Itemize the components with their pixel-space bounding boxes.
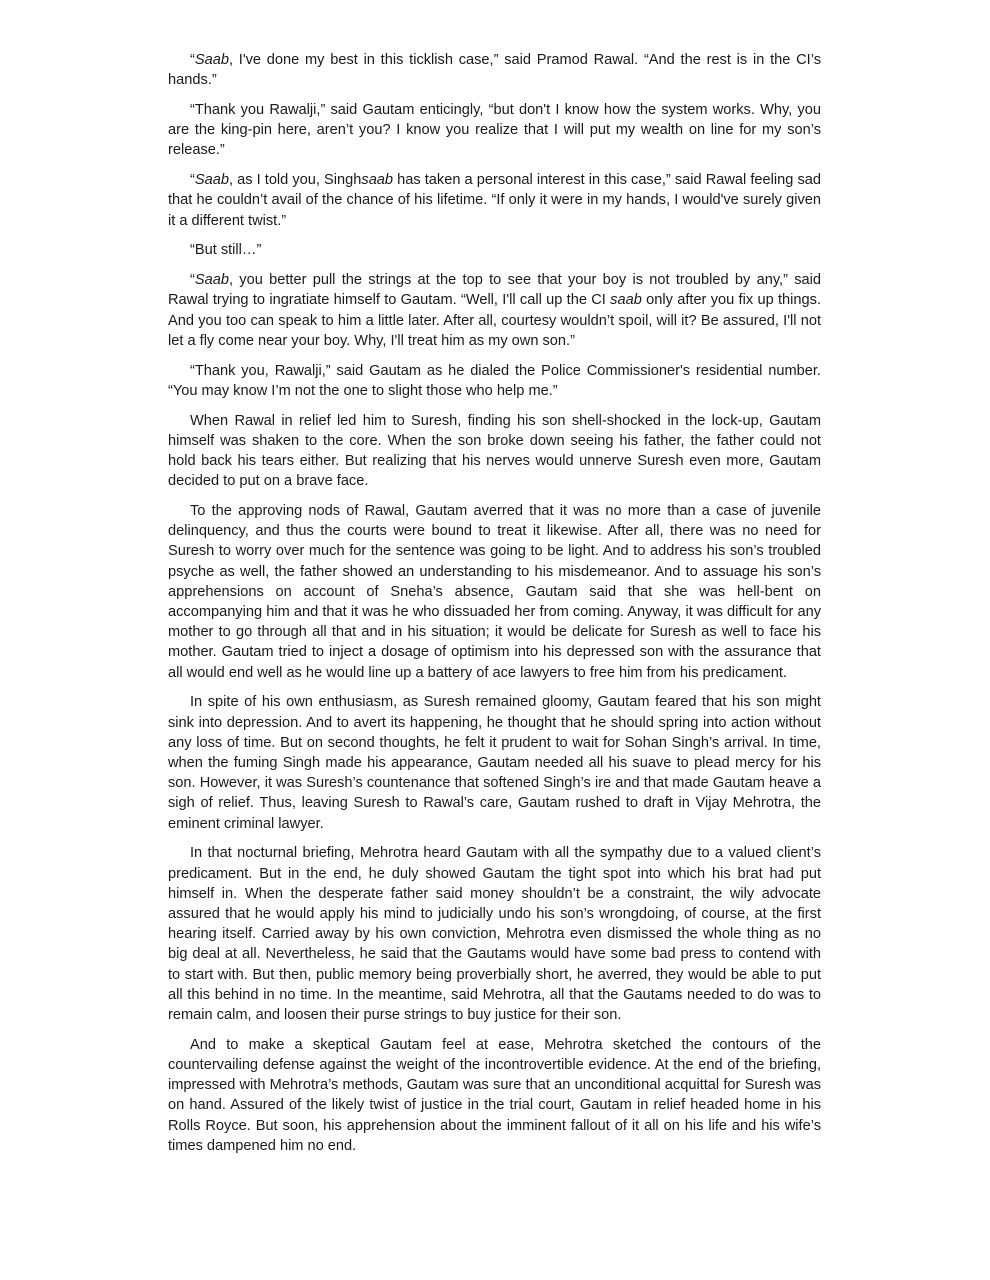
paragraph-7 xyxy=(168,411,821,492)
paragraph-1 xyxy=(168,50,821,90)
text-run: “ xyxy=(190,52,195,68)
text-run: , I've done my best in this ticklish case,” said Pramod Rawal. “And the rest is in the CI’s hands.” xyxy=(168,52,821,89)
italic-run: Saab xyxy=(194,272,229,289)
italic-run: Saab xyxy=(194,172,229,189)
text-run: When Rawal in relief led him to Suresh, finding his son shell-shocked in the lock-up, Gautam himself was shaken to the core. When the son broke down seeing his father, the father could not hold back his tears either. But realizing that his nerves would unnerve Suresh even more, Gautam decided to put on a brave face. xyxy=(168,412,821,490)
text-run: , you better pull the strings at the top to see that your boy is not troubled by any,” said Rawal trying to ingratiate himself to Gautam. “Well, I'll call up the CI xyxy=(168,272,821,309)
text-run: In spite of his own enthusiasm, as Suresh remained gloomy, Gautam feared that his son might sink into depression. And to avert its happening, he thought that he should spring into action without any loss of time. But on second thoughts, he felt it prudent to wait for Sohan Singh’s arrival. In time, when the fuming Singh made his appearance, Gautam needed all his suave to plead mercy for his son. However, it was Suresh’s countenance that softened Singh’s ire and that made Gautam heave a sigh of relief. Thus, leaving Suresh to Rawal’s care, Gautam rushed to draft in Vijay Mehrotra, the eminent criminal lawyer. xyxy=(168,694,821,832)
italic-run: saab xyxy=(361,172,394,189)
text-run: “Thank you, Rawalji,” said Gautam as he dialed the Police Commissioner's residential number. “You may know I’m not the one to slight those who help me.” xyxy=(168,362,821,399)
italic-run: Saab xyxy=(194,52,229,68)
text-run: “Thank you Rawalji,” said Gautam enticingly, “but don't I know how the system works. Why, you are the king-pin here, aren’t you? I know you realize that I will put my wealth on line for my son’s release.” xyxy=(168,102,821,159)
paragraph-6 xyxy=(168,361,821,401)
paragraph-9 xyxy=(168,692,821,833)
paragraph-10 xyxy=(168,843,821,1025)
text-run: , as I told you, Singh xyxy=(228,172,362,189)
text-run: “But still…” xyxy=(190,242,262,259)
paragraph-8 xyxy=(168,501,821,683)
paragraph-3 xyxy=(168,170,821,231)
paragraph-4 xyxy=(168,240,821,260)
text-run: “ xyxy=(190,172,195,189)
text-run: “ xyxy=(190,272,195,289)
text-run: And to make a skeptical Gautam feel at ease, Mehrotra sketched the contours of the countervailing defense against the weight of the incontrovertible evidence. At the end of the briefing, impressed with Mehrotra’s methods, Gautam was sure that an unconditional acquittal for Suresh was on hand. Assured of the likely twist of justice in the trial court, Gautam in relief headed home in his Rolls Royce. But soon, his apprehension about the imminent fallout of it all on his life and his wife’s times dampened him no end. xyxy=(168,1036,821,1154)
text-run: To the approving nods of Rawal, Gautam averred that it was no more than a case of juvenile delinquency, and thus the courts were bound to treat it likewise. After all, there was no need for Suresh to worry over much for the sentence was going to be light. And to address his son’s troubled psyche as well, the father showed an understanding to his misdemeanor. And to assuage his son’s apprehensions on account of Sneha’s absence, Gautam said that she was hell-bent on accompanying him and that it was he who dissuaded her from coming. Anyway, it was difficult for any mother to go through all that and in his situation; it would be delicate for Suresh as well to face his mother. Gautam tried to inject a dosage of optimism into his depressed son with the assurance that all would end well as he would line up a battery of ace lawyers to free him from his predicament. xyxy=(168,503,821,681)
text-run: In that nocturnal briefing, Mehrotra heard Gautam with all the sympathy due to a valued client’s predicament. But in the end, he duly showed Gautam the tight spot into which his brat had put himself in. When the desperate father said money shouldn’t be a constraint, the wily advocate assured that he would apply his mind to judicially undo his son’s wrongdoing, of course, at the first hearing itself. Carried away by his own conviction, Mehrotra even dismissed the whole thing as no big deal at all. Nevertheless, he said that the Gautams would have some bad press to contend with to start with. But then, public memory being proverbially short, he averred, they would be able to put all this behind in no time. In the meantime, said Mehrotra, all that the Gautams needed to do was to remain calm, and loosen their purse strings to buy justice for their son. xyxy=(168,845,821,1024)
paragraph-5 xyxy=(168,270,821,351)
paragraph-2 xyxy=(168,100,821,161)
italic-run: saab xyxy=(610,292,642,309)
paragraph-11 xyxy=(168,1035,821,1156)
document-page xyxy=(168,50,821,1166)
text-run: has taken a personal interest in this case,” said Rawal feeling sad that he couldn’t avail of the chance of his lifetime. “If only it were in my hands, I would've surely given it a different twist.” xyxy=(168,172,821,229)
text-run: only after you fix up things. And you too can speak to him a little later. After all, courtesy wouldn’t spoil, will it? Be assured, I'll not let a fly come near your boy. Why, I'll treat him as my own son.” xyxy=(168,292,821,349)
